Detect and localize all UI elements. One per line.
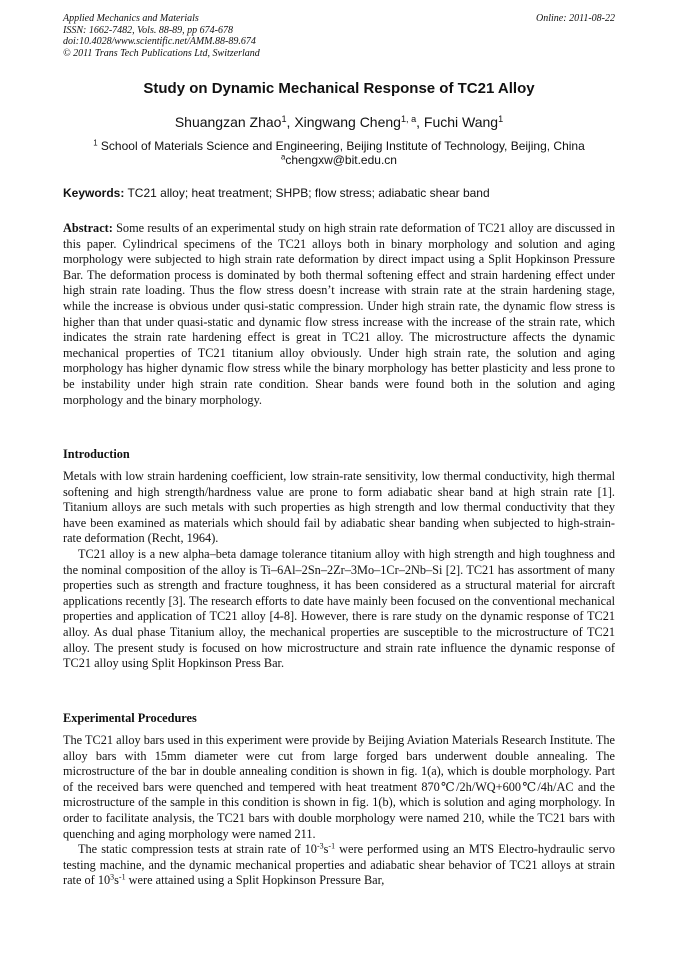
introduction-paragraph: Metals with low strain hardening coefficient, low strain-rate sensitivity, low thermal conductivity, high thermal softening and high strength/hardness value are prone to form adiabatic shear band at high strain rate [1]. Titanium alloys are such metals with such properties as high strength and low thermal conductivity that they have been examined as materials which should fail by adiabatic shear banding when subjected to high-strain-rate deformation (Recht, 1964). [63,469,615,546]
journal-header [63,13,260,59]
journal-copyright: © 2011 Trans Tech Publications Ltd, Switzerland [63,47,260,59]
experimental-heading: Experimental Procedures [63,711,197,725]
email-line [0,153,678,167]
affiliation-line [0,139,678,153]
email-mark: a [281,152,286,162]
introduction-heading: Introduction [63,447,130,461]
experimental-body [63,733,615,889]
affiliation-text: School of Materials Science and Engineering, Beijing Institute of Technology, Beijing, China [97,139,585,153]
author-affiliation-mark: 1, a [400,114,417,124]
author-name: Fuchi Wang [423,114,499,130]
abstract-text: Some results of an experimental study on high strain rate deformation of TC21 alloy are discussed in this paper. Cylindrical specimens of the TC21 alloys both in binary morphology and solution and aging morphology were subjected to high strain rate deformation by direct impact using a Split Hopkinson Pressure Bar. The deformation process is dominated by both thermal softening effect and strain hardening effect under high strain rate loading. Thus the flow stress doesn’t increase with strain rate at the strain hardening stage, while the increase is obvious under qusi-static compression. Under high strain rate, the dynamic flow stress is higher than that under quasi-static and dynamic flow stress increase with the increase of the strain rate, which indicates the strain rate hardening effect is great in TC21 alloy. The microstructure affects the dynamic mechanical properties of TC21 titanium alloy obviously. Under high strain rate, the solution and aging morphology has higher dynamic flow stress while the binary morphology has better plasticity and less prone to be instability under high strain rate condition. Shear bands were found both in the solution and aging morphology and the binary morphology. [63,221,615,407]
text-run: s [114,873,119,888]
text-run: The static compression tests at strain rate of 10 [78,842,317,857]
introduction-paragraph: TC21 alloy is a new alpha–beta damage tolerance titanium alloy with high strength and high toughness and the nominal composition of the alloy is Ti–6Al–2Sn–2Zr–3Mo–1Cr–2Nb–Si [2]. TC21 has assortment of many properties such as strength and fracture toughness, it has been considered as a structural material for aircraft applications recently [3]. The research efforts to date have mainly been focused on the conventional mechanical properties and application of TC21 alloy [4-8]. However, there is rare study on the dynamic response of TC21 alloy. As dual phase Titanium alloy, the mechanical properties are susceptible to the microstructure of TC21 alloy. The present study is focused on how microstructure and strain rate influence the dynamic response of TC21 alloy using Split Hopkinson Press Bar. [63,546,615,671]
author-affiliation-mark: 1 [281,114,287,124]
keywords-label: Keywords: [63,186,125,200]
text-run: were attained using a Split Hopkinson Pressure Bar, [125,873,385,888]
author-email: chengxw@bit.edu.cn [285,153,397,167]
journal-doi: doi:10.4028/www.scientific.net/AMM.88-89.674 [63,36,256,47]
experimental-paragraph: The TC21 alloy bars used in this experiment were provide by Beijing Aviation Materials Research Institute. The alloy bars with 15mm diameter were cut from large forged bars underwent double annealing. The microstructure of the bar in double annealing condition is shown in fig. 1(a), which is double morphology. Part of the received bars were quenched and tempered with heat treatment 870℃/2h/WQ+600℃/4h/AC and the microstructure of the sample in this condition is shown in fig. 1(b), which is solution and aging morphology. In order to facilitate analysis, the TC21 bars with double morphology were named 210, while the TC21 bars with quenching and aging morphology were named 211. [63,733,615,841]
introduction-body [63,469,615,672]
abstract-paragraph [63,221,615,408]
author-separator: , [416,114,424,130]
text-run: s [323,842,329,857]
experimental-paragraph [63,842,615,889]
affiliation [0,139,678,167]
exponent: 3 [110,872,115,882]
abstract-label: Abstract: [63,221,113,235]
affiliation-mark: 1 [93,138,98,148]
journal-name: Applied Mechanics and Materials [63,13,199,24]
author-list [0,114,678,130]
online-date: Online: 2011-08-22 [536,13,615,24]
keywords-text: TC21 alloy; heat treatment; SHPB; flow stress; adiabatic shear band [124,186,490,200]
exponent: -1 [118,872,126,882]
author-name: Xingwang Cheng [294,114,401,130]
text-run: were performed using an MTS Electro-hydraulic servo testing machine, and the dynamic mechanical properties and adiabatic shear behavior of TC21 alloys at strain rate of 10 [63,842,615,888]
author-separator: , [286,114,295,130]
journal-issn: ISSN: 1662-7482, Vols. 88-89, pp 674-678 [63,24,233,36]
exponent: -3 [316,841,324,851]
paper-title: Study on Dynamic Mechanical Response of TC21 Alloy [143,80,535,97]
author-name: Shuangzan Zhao [174,114,282,130]
keywords [63,186,615,200]
exponent: -1 [328,841,336,851]
abstract [63,221,615,408]
author-affiliation-mark: 1 [498,114,504,124]
